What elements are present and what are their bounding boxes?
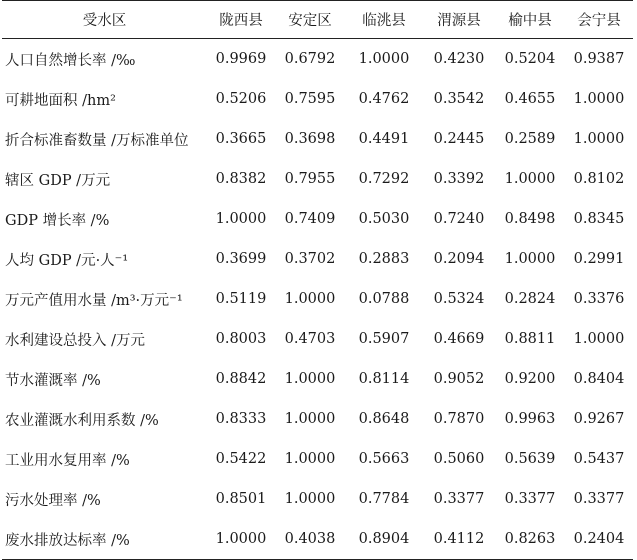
indicator-label: 人均 GDP /元·人⁻¹ xyxy=(5,252,129,269)
table-cell-value: 0.8498 xyxy=(504,211,556,227)
indicator-table-container xyxy=(2,0,633,560)
table-cell-value: 0.2824 xyxy=(504,291,556,307)
table-cell-value: 0.7870 xyxy=(433,411,485,427)
header-region: 受水区 xyxy=(82,13,127,29)
table-cell-value: 0.3699 xyxy=(215,251,267,267)
indicator-label: 折合标准畜数量 /万标准单位 xyxy=(5,132,189,149)
table-cell-value: 0.8648 xyxy=(358,411,410,427)
table-cell-value: 0.2991 xyxy=(573,251,625,267)
indicator-label: 污水处理率 /% xyxy=(5,492,101,509)
table-cell-value: 0.4038 xyxy=(284,531,336,547)
table-cell-value: 0.3665 xyxy=(215,131,267,147)
table-cell-value: 0.7292 xyxy=(358,171,410,187)
table-cell-value: 0.5324 xyxy=(433,291,485,307)
table-cell-value: 1.0000 xyxy=(573,131,625,147)
header-county: 陇西县 xyxy=(219,13,263,29)
header-county: 榆中县 xyxy=(508,13,552,29)
indicator-label: 水利建设总投入 /万元 xyxy=(5,332,145,349)
table-cell-value: 0.5060 xyxy=(433,451,485,467)
table-row xyxy=(2,359,633,399)
table-cell-value: 0.8842 xyxy=(215,371,267,387)
table-cell-value: 0.5119 xyxy=(215,291,267,307)
header-county: 临洮县 xyxy=(362,13,406,29)
indicator-label: 万元产值用水量 /m³·万元⁻¹ xyxy=(5,292,183,309)
table-cell-value: 0.2883 xyxy=(358,251,410,267)
indicator-label: 可耕地面积 /hm² xyxy=(5,92,116,109)
table-row xyxy=(2,399,633,439)
table-cell-value: 0.5663 xyxy=(358,451,410,467)
table-cell-value: 0.3377 xyxy=(504,491,556,507)
table-cell-value: 0.8102 xyxy=(573,171,625,187)
table-cell-value: 0.8404 xyxy=(573,371,625,387)
table-cell-value: 0.4762 xyxy=(358,91,410,107)
table-row xyxy=(2,199,633,239)
table-cell-value: 0.2404 xyxy=(573,531,625,547)
table-row xyxy=(2,159,633,199)
table-cell-value: 0.3702 xyxy=(284,251,336,267)
indicator-label: 废水排放达标率 /% xyxy=(5,532,130,549)
table-cell-value: 0.9963 xyxy=(504,411,556,427)
table-cell-value: 0.8114 xyxy=(358,371,410,387)
table-cell-value: 0.9200 xyxy=(504,371,556,387)
table-cell-value: 1.0000 xyxy=(215,211,267,227)
table-row xyxy=(2,279,633,319)
table-cell-value: 0.4655 xyxy=(504,91,556,107)
table-cell-value: 1.0000 xyxy=(573,331,625,347)
table-cell-value: 1.0000 xyxy=(284,491,336,507)
table-cell-value: 0.9969 xyxy=(215,51,267,67)
table-cell-value: 0.4491 xyxy=(358,131,410,147)
indicator-label: 工业用水复用率 /% xyxy=(5,452,130,469)
table-cell-value: 0.7409 xyxy=(284,211,336,227)
table-cell-value: 0.8333 xyxy=(215,411,267,427)
indicator-table xyxy=(2,0,633,560)
header-county: 会宁县 xyxy=(577,13,621,29)
indicator-label: 节水灌溉率 /% xyxy=(5,372,101,389)
table-cell-value: 0.5639 xyxy=(504,451,556,467)
table-cell-value: 0.2589 xyxy=(504,131,556,147)
table-cell-value: 1.0000 xyxy=(284,371,336,387)
table-cell-value: 0.8263 xyxy=(504,531,556,547)
indicator-label: 人口自然增长率 /‰ xyxy=(5,52,136,69)
table-cell-value: 0.8003 xyxy=(215,331,267,347)
table-row xyxy=(2,519,633,560)
table-cell-value: 0.9052 xyxy=(433,371,485,387)
table-cell-value: 0.9267 xyxy=(573,411,625,427)
table-cell-value: 0.9387 xyxy=(573,51,625,67)
table-cell-value: 0.3376 xyxy=(573,291,625,307)
table-cell-value: 0.4669 xyxy=(433,331,485,347)
table-cell-value: 0.8382 xyxy=(215,171,267,187)
table-cell-value: 0.5206 xyxy=(215,91,267,107)
table-cell-value: 0.7955 xyxy=(284,171,336,187)
table-row xyxy=(2,39,633,80)
table-cell-value: 0.8501 xyxy=(215,491,267,507)
header-county: 安定区 xyxy=(288,13,332,29)
table-cell-value: 0.3698 xyxy=(284,131,336,147)
table-cell-value: 0.3392 xyxy=(433,171,485,187)
table-cell-value: 1.0000 xyxy=(284,411,336,427)
table-cell-value: 0.6792 xyxy=(284,51,336,67)
table-cell-value: 0.5030 xyxy=(358,211,410,227)
table-cell-value: 0.2094 xyxy=(433,251,485,267)
table-cell-value: 1.0000 xyxy=(284,451,336,467)
table-cell-value: 1.0000 xyxy=(504,251,556,267)
indicator-label: 辖区 GDP /万元 xyxy=(5,172,111,189)
table-cell-value: 0.5907 xyxy=(358,331,410,347)
header-county: 渭源县 xyxy=(437,13,481,29)
table-cell-value: 0.5437 xyxy=(573,451,625,467)
table-cell-value: 1.0000 xyxy=(215,531,267,547)
table-cell-value: 0.4703 xyxy=(284,331,336,347)
table-row xyxy=(2,119,633,159)
indicator-label: GDP 增长率 /% xyxy=(5,212,110,229)
table-cell-value: 0.0788 xyxy=(358,291,410,307)
table-row xyxy=(2,479,633,519)
table-cell-value: 1.0000 xyxy=(358,51,410,67)
table-cell-value: 0.7595 xyxy=(284,91,336,107)
table-cell-value: 0.4112 xyxy=(433,531,485,547)
table-row xyxy=(2,239,633,279)
table-row xyxy=(2,319,633,359)
table-header-row xyxy=(2,1,633,39)
table-cell-value: 1.0000 xyxy=(573,91,625,107)
table-cell-value: 0.8811 xyxy=(504,331,556,347)
indicator-label: 农业灌溉水利用系数 /% xyxy=(5,412,159,429)
table-cell-value: 0.8904 xyxy=(358,531,410,547)
table-cell-value: 0.4230 xyxy=(433,51,485,67)
table-cell-value: 0.3377 xyxy=(573,491,625,507)
table-cell-value: 0.5204 xyxy=(504,51,556,67)
table-body xyxy=(2,39,633,560)
table-cell-value: 0.5422 xyxy=(215,451,267,467)
table-cell-value: 1.0000 xyxy=(504,171,556,187)
table-cell-value: 0.7240 xyxy=(433,211,485,227)
table-row xyxy=(2,79,633,119)
table-cell-value: 1.0000 xyxy=(284,291,336,307)
table-cell-value: 0.2445 xyxy=(433,131,485,147)
table-cell-value: 0.3377 xyxy=(433,491,485,507)
table-cell-value: 0.7784 xyxy=(358,491,410,507)
table-row xyxy=(2,439,633,479)
table-cell-value: 0.8345 xyxy=(573,211,625,227)
table-cell-value: 0.3542 xyxy=(433,91,485,107)
